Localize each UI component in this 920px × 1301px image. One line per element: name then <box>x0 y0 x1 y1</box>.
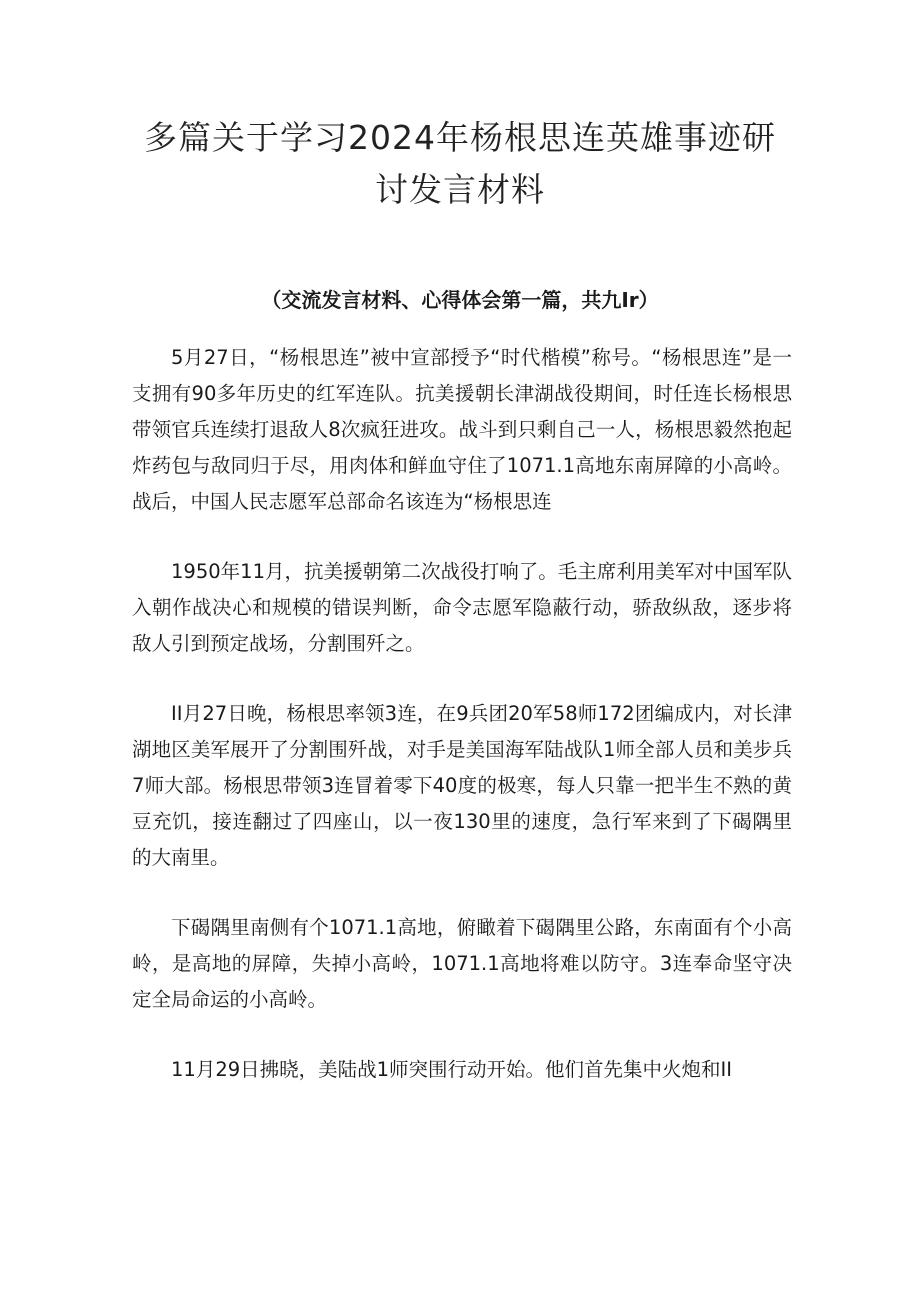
body-paragraph: 1950年11月，抗美援朝第二次战役打响了。毛主席利用美军对中国军队入朝作战决心和规模的错误判断，命令志愿军隐蔽行动，骄敌纵敌，逐步将敌人引到预定战场，分割围歼之。 <box>132 560 792 655</box>
document-title-line-2: 讨发言材料 <box>375 170 545 209</box>
body-paragraph: 11月29日拂晓，美陆战1师突围行动开始。他们首先集中火炮和II <box>171 1058 733 1081</box>
document-title-line-1: 多篇关于学习2024年杨根思连英雄事迹研 <box>144 118 776 157</box>
body-paragraph: 5月27日，“杨根思连”被中宣部授予“时代楷模”称号。“杨根思连”是一支拥有90多年历史的红军连队。抗美援朝长津湖战役期间，时任连长杨根思带领官兵连续打退敌人8次疯狂进攻。战斗到只剩自己一人，杨根思毅然抱起炸药包与敌同归于尽，用肉体和鲜血守住了1071.1高地东南屏障的小高岭。战后，中国人民志愿军总部命名该连为“杨根思连 <box>132 346 792 513</box>
body-paragraph: II月27日晚，杨根思率领3连，在9兵团20军58师172团编成内，对长津湖地区美军展开了分割围歼战，对手是美国海军陆战队1师全部人员和美步兵7师大部。杨根思带领3连冒着零下40度的极寒，每人只靠一把半生不熟的黄豆充饥，接连翻过了四座山，以一夜130里的速度，急行军来到了下碣隅里的大南里。 <box>132 702 792 869</box>
body-paragraph: 下碣隅里南侧有个1071.1高地，俯瞰着下碣隅里公路，东南面有个小高岭，是高地的屏障，失掉小高岭，1071.1高地将难以防守。3连奉命坚守决定全局命运的小高岭。 <box>132 916 792 1011</box>
document-title <box>130 112 790 216</box>
document-subtitle: （交流发言材料、心得体会第一篇，共九Ir） <box>261 288 659 312</box>
document-body <box>132 340 792 1088</box>
